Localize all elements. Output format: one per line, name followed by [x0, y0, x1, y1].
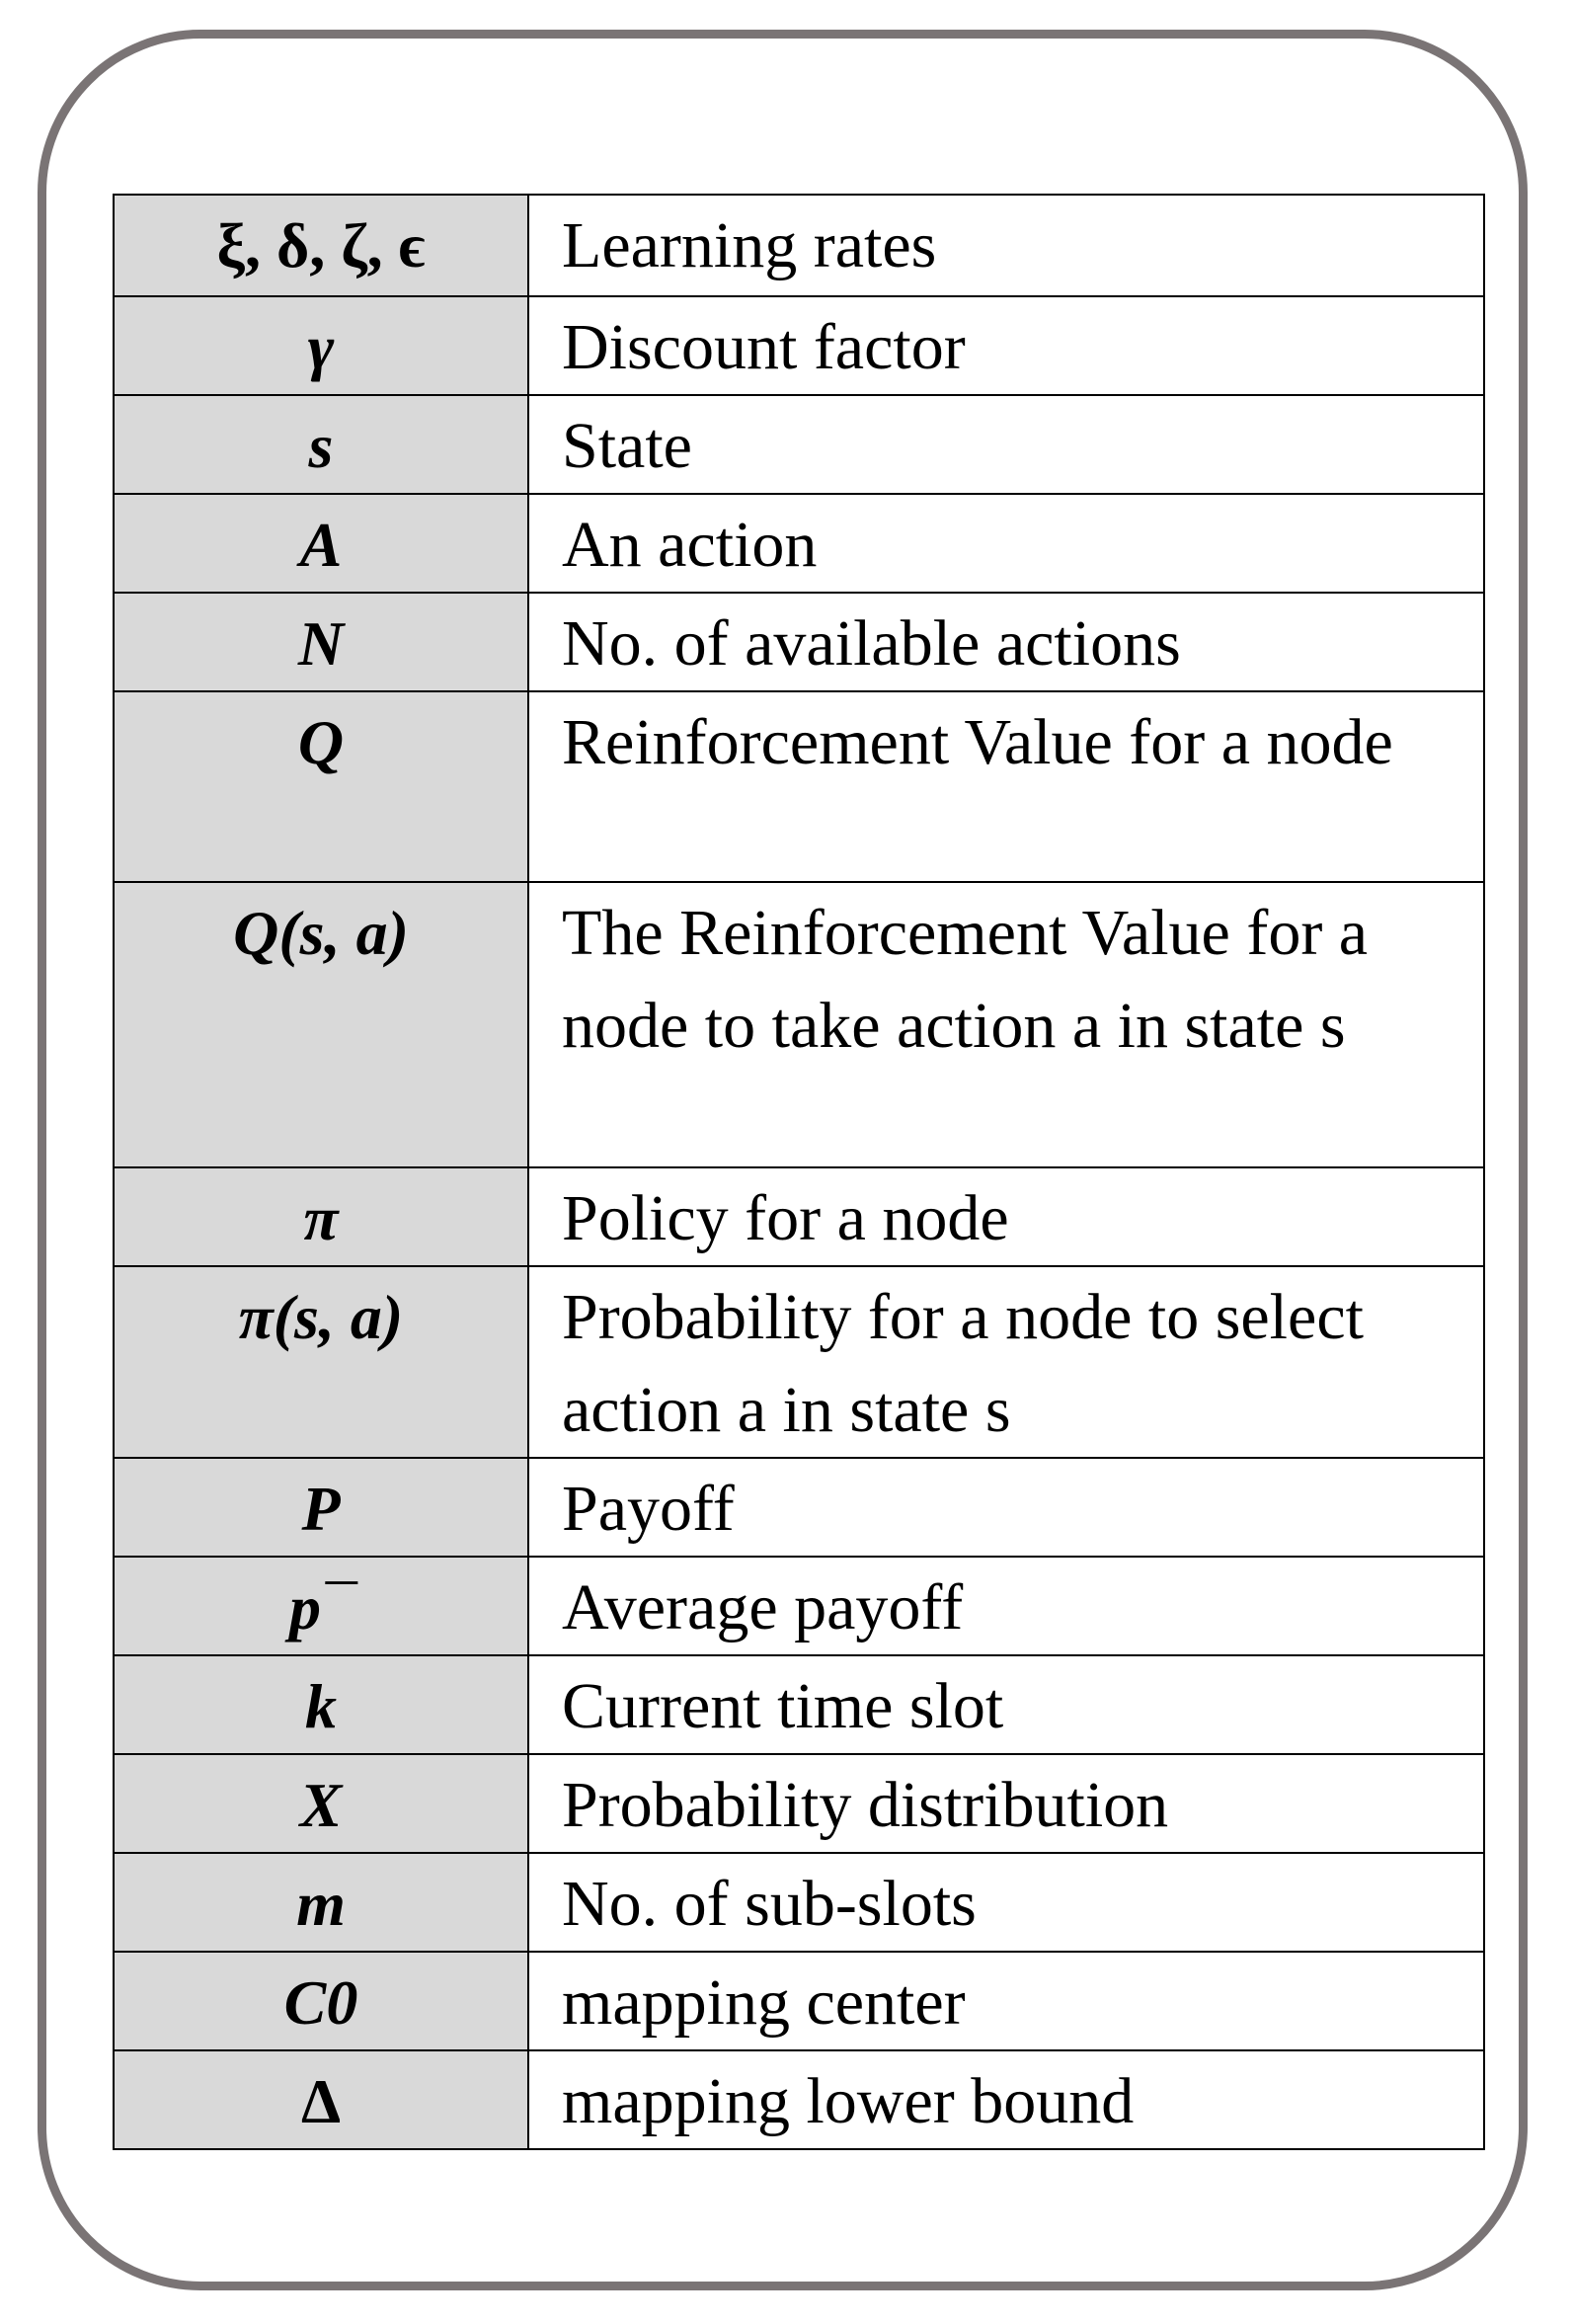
table-row	[114, 691, 1484, 882]
description-cell: mapping center	[528, 1952, 1484, 2050]
description-cell: The Reinforcement Value for a node to take action a in state s	[528, 882, 1484, 1167]
table-row	[114, 2050, 1484, 2149]
table-row	[114, 1458, 1484, 1557]
description-cell: Probability distribution	[528, 1754, 1484, 1853]
table-row	[114, 1853, 1484, 1952]
table-row	[114, 494, 1484, 593]
description-cell: Average payoff	[528, 1557, 1484, 1655]
description-cell: No. of sub-slots	[528, 1853, 1484, 1952]
symbol-cell: N	[114, 593, 528, 691]
symbol-cell: s	[114, 395, 528, 494]
symbol-cell: Q	[114, 691, 528, 882]
description-cell: Discount factor	[528, 296, 1484, 395]
description-cell: Current time slot	[528, 1655, 1484, 1754]
symbol-cell: Δ	[114, 2050, 528, 2149]
table-row	[114, 195, 1484, 296]
symbol-cell: P	[114, 1458, 528, 1557]
symbol-cell: C0	[114, 1952, 528, 2050]
description-cell: No. of available actions	[528, 593, 1484, 691]
description-cell: Payoff	[528, 1458, 1484, 1557]
table-row	[114, 1266, 1484, 1458]
table-row	[114, 1557, 1484, 1655]
symbol-cell: Q(s, a)	[114, 882, 528, 1167]
description-cell: Learning rates	[528, 195, 1484, 296]
table-row	[114, 1167, 1484, 1266]
table-row	[114, 593, 1484, 691]
table-row	[114, 1754, 1484, 1853]
table-row	[114, 296, 1484, 395]
table-row	[114, 1952, 1484, 2050]
table-row	[114, 395, 1484, 494]
description-cell: State	[528, 395, 1484, 494]
symbol-cell: p¯	[114, 1557, 528, 1655]
description-cell: An action	[528, 494, 1484, 593]
symbol-cell: A	[114, 494, 528, 593]
description-cell: Probability for a node to select action a in state s	[528, 1266, 1484, 1458]
table-row	[114, 882, 1484, 1167]
notation-table	[113, 194, 1485, 2150]
symbol-cell: m	[114, 1853, 528, 1952]
description-cell: mapping lower bound	[528, 2050, 1484, 2149]
symbol-cell: π	[114, 1167, 528, 1266]
symbol-cell: k	[114, 1655, 528, 1754]
symbol-cell: π(s, a)	[114, 1266, 528, 1458]
symbol-cell: ξ, δ, ζ, ϵ	[114, 195, 528, 296]
description-cell: Reinforcement Value for a node	[528, 691, 1484, 882]
description-cell: Policy for a node	[528, 1167, 1484, 1266]
symbol-cell: γ	[114, 296, 528, 395]
symbol-cell: X	[114, 1754, 528, 1853]
table-row	[114, 1655, 1484, 1754]
